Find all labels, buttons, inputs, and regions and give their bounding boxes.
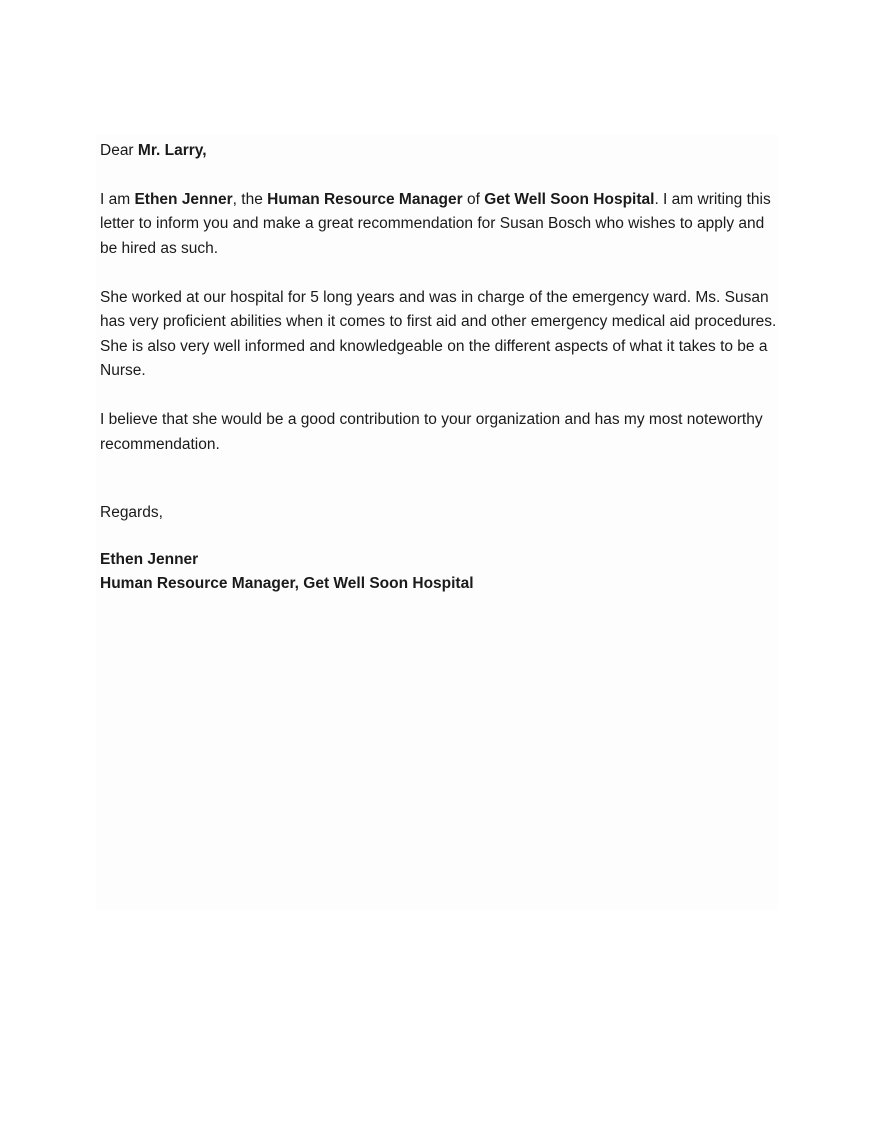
- recommendation-letter: [100, 139, 780, 597]
- organization-name: Get Well Soon Hospital: [484, 190, 655, 208]
- paragraph-recommendation: I believe that she would be a good contribution to your organization and has my most noteworthy recommendation.: [100, 411, 763, 453]
- writer-title: Human Resource Manager: [267, 190, 463, 208]
- signature-name: Ethen Jenner: [100, 550, 199, 568]
- recipient-name: Mr. Larry,: [137, 142, 207, 159]
- writer-name: Ethen Jenner: [134, 190, 233, 208]
- intro-text-3: of: [462, 190, 485, 208]
- intro-text-4: . I am writing this letter to inform you and make a great recommendation for Susan Bosch who wishes to apply and be hired as such.: [100, 190, 771, 257]
- intro-text-2: , the: [232, 190, 268, 208]
- intro-text-1: I am: [100, 190, 135, 208]
- paragraph-introduction: [100, 188, 780, 262]
- paragraph-experience: She worked at our hospital for 5 long years and was in charge of the emergency ward. Ms. Susan has very proficient abilities when it comes to first aid and other emergency medical aid procedures. She is also very well informed and knowledgeable on the different aspects of what it takes to be a Nurse.: [100, 288, 777, 379]
- salutation-prefix: Dear: [100, 142, 138, 159]
- signature-title: Human Resource Manager, Get Well Soon Hospital: [100, 575, 474, 592]
- closing: Regards,: [100, 504, 163, 521]
- salutation: [100, 139, 780, 164]
